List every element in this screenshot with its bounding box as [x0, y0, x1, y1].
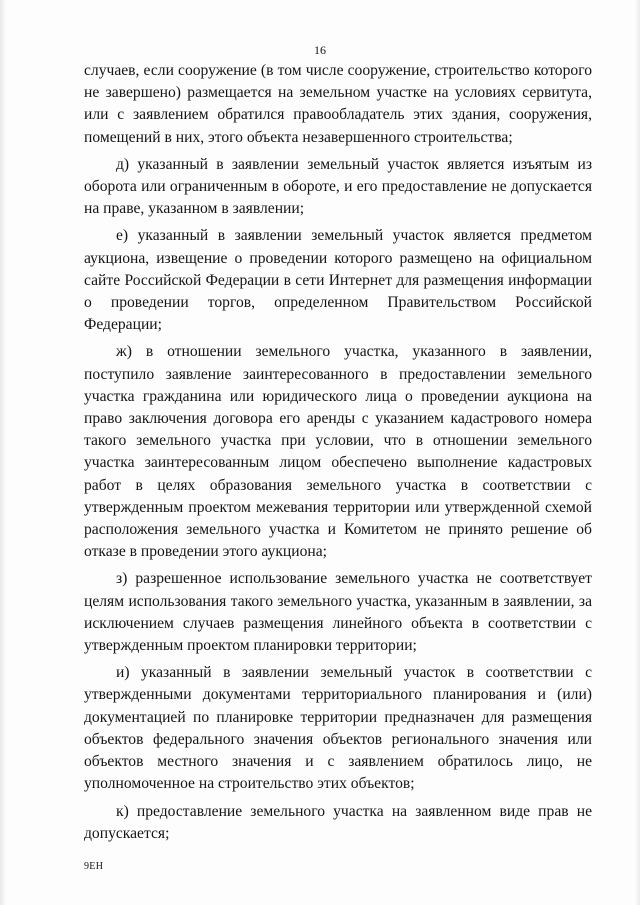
footer-code: 9ЕН — [84, 861, 104, 872]
paragraph-k: к) предоставление земельного участка на заявленном виде прав не допускается; — [84, 802, 592, 842]
paragraph-zh: ж) в отношении земельного участка, указанного в заявлении, поступило заявление заинтересованного в предоставлении земельного участка гражданина или юридического лица о проведении аукциона на право заключения договора его аренды с указанием кадастрового номера такого земельного участка при условии, что в отношении земельного участка заинтересованным лицом обеспечено выполнение кадастровых работ в целях образования земельного участка в соответствии с утвержденным проектом межевания территории или утвержденной схемой расположения земельного участка и Комитетом не принято решение об отказе в проведении этого аукциона; — [84, 343, 592, 561]
paragraph-z: з) разрешенное использование земельного участка не соответствует целям использования такого земельного участка, указанным в заявлении, за исключением случаев размещения линейного объекта в соответствии с утвержденным проектом планировки территории; — [84, 570, 592, 655]
page-number: 16 — [314, 43, 326, 57]
paragraph-d: д) указанный в заявлении земельный участок является изъятым из оборота или ограниченным в обороте, и его предоставление не допускается на праве, указанном в заявлении; — [84, 155, 592, 218]
scan-edge-left — [0, 0, 6, 905]
paragraph-continued: случаев, если сооружение (в том числе сооружение, строительство которого не завершено) размещается на земельном участке на условиях сервитута, или с заявлением обратился правообладатель этих здания, сооружения, помещений в них, этого объекта незавершенного строительства; — [84, 62, 592, 146]
document-body — [84, 60, 592, 850]
scan-edge-right — [635, 0, 640, 905]
paragraph-e: е) указанный в заявлении земельный участок является предметом аукциона, извещение о проведении которого размещено на официальном сайте Российской Федерации в сети Интернет для размещения информации о проведении торгов, определенном Правительством Российской Федерации; — [84, 227, 592, 334]
paragraph-i: и) указанный в заявлении земельный участок в соответствии с утвержденными документами территориального планирования и (или) документацией по планировке территории предназначен для размещения объектов федерального значения объектов регионального значения или объектов местного значения и с заявлением обратилось лицо, не уполномоченное на строительство этих объектов; — [84, 664, 592, 793]
